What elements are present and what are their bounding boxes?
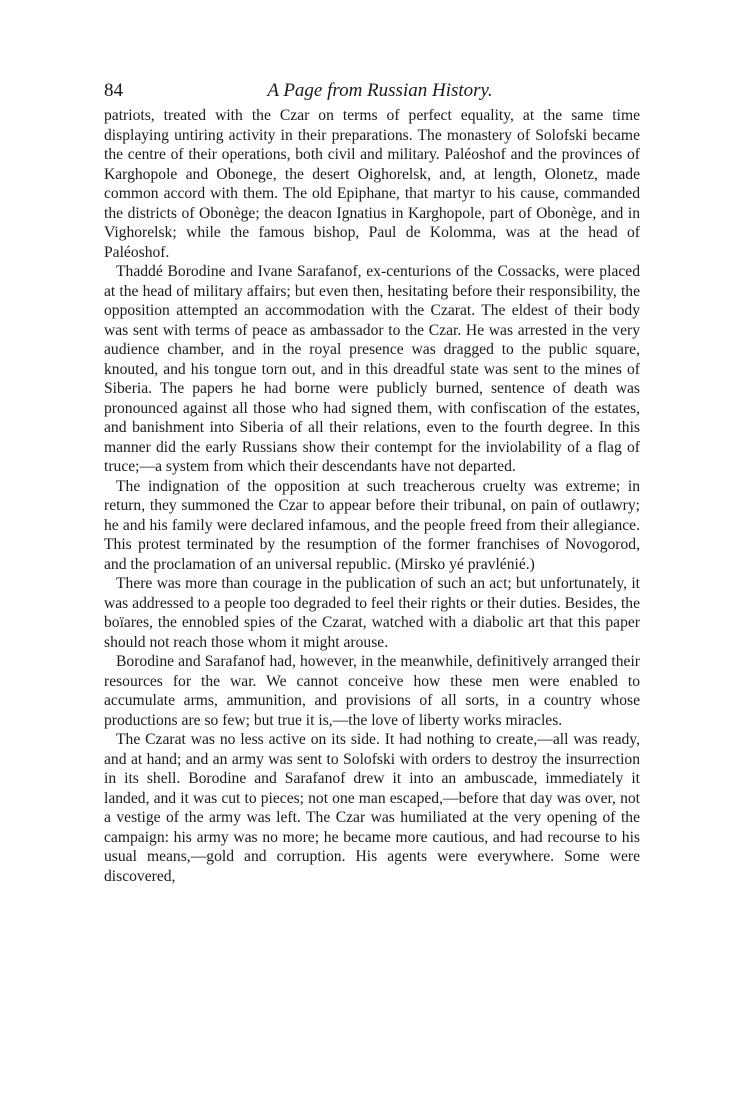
- page-number: 84: [104, 80, 123, 101]
- body-text: [104, 106, 640, 886]
- paragraph-2: Thaddé Borodine and Ivane Sarafanof, ex-centurions of the Cossacks, were placed at the head of military affairs; but even then, hesitating before their responsibility, the opposition attempted an accommodation with the Czarat. The eldest of their body was sent with terms of peace as ambassador to the Czar. He was arrested in the very audience chamber, and in the royal presence was dragged to the public square, knouted, and his tongue torn out, and in this dreadful state was sent to the mines of Siberia. The papers he had borne were publicly burned, sentence of death was pronounced against all those who had signed them, with confiscation of the estates, and banishment into Siberia of all their relations, even to the fourth degree. In this manner did the early Russians show their contempt for the inviolability of a flag of truce;—a system from which their descendants have not departed.: [104, 263, 640, 475]
- running-title: A Page from Russian History.: [267, 80, 493, 101]
- paragraph-1: patriots, treated with the Czar on terms of perfect equality, at the same time displaying untiring activity in their preparations. The monastery of Solofski became the centre of their operations, both civil and military. Paléoshof and the provinces of Karghopole and Obonege, the desert Oighorelsk, and, at length, Olonetz, made common accord with them. The old Epiphane, that martyr to his cause, commanded the districts of Obonège; the deacon Ignatius in Karghopole, part of Obonège, and in Vighorelsk; while the famous bishop, Paul de Kolomma, was at the head of Paléoshof.: [104, 107, 640, 261]
- paragraph-6: The Czarat was no less active on its side. It had nothing to create,—all was ready, and at hand; and an army was sent to Solofski with orders to destroy the insurrection in its shell. Borodine and Sarafanof drew it into an ambuscade, immediately it landed, and it was cut to pieces; not one man escaped,—before that day was over, not a vestige of the army was left. The Czar was humiliated at the very opening of the campaign: his army was no more; he became more cautious, and had recourse to his usual means,—gold and corruption. His agents were everywhere. Some were discovered,: [104, 731, 640, 885]
- paragraph-4: There was more than courage in the publication of such an act; but unfortunately, it was addressed to a people too degraded to feel their rights or their duties. Besides, the boïares, the ennobled spies of the Czarat, watched with a diabolic art that this paper should not reach those whom it might arouse.: [104, 575, 640, 651]
- book-page: [104, 76, 640, 886]
- paragraph-5: Borodine and Sarafanof had, however, in the meanwhile, definitively arranged their resources for the war. We cannot conceive how these men were enabled to accumulate arms, ammunition, and provisions of all sorts, in a country whose productions are so few; but true it is,—the love of liberty works miracles.: [104, 653, 640, 729]
- paragraph-3: The indignation of the opposition at such treacherous cruelty was extreme; in return, they summoned the Czar to appear before their tribunal, on pain of outlawry; he and his family were declared infamous, and the people freed from their allegiance. This protest terminated by the resumption of the former franchises of Novogorod, and the proclamation of an universal republic. (Mirsko yé pravlénié.): [104, 477, 640, 573]
- running-head: [104, 76, 640, 106]
